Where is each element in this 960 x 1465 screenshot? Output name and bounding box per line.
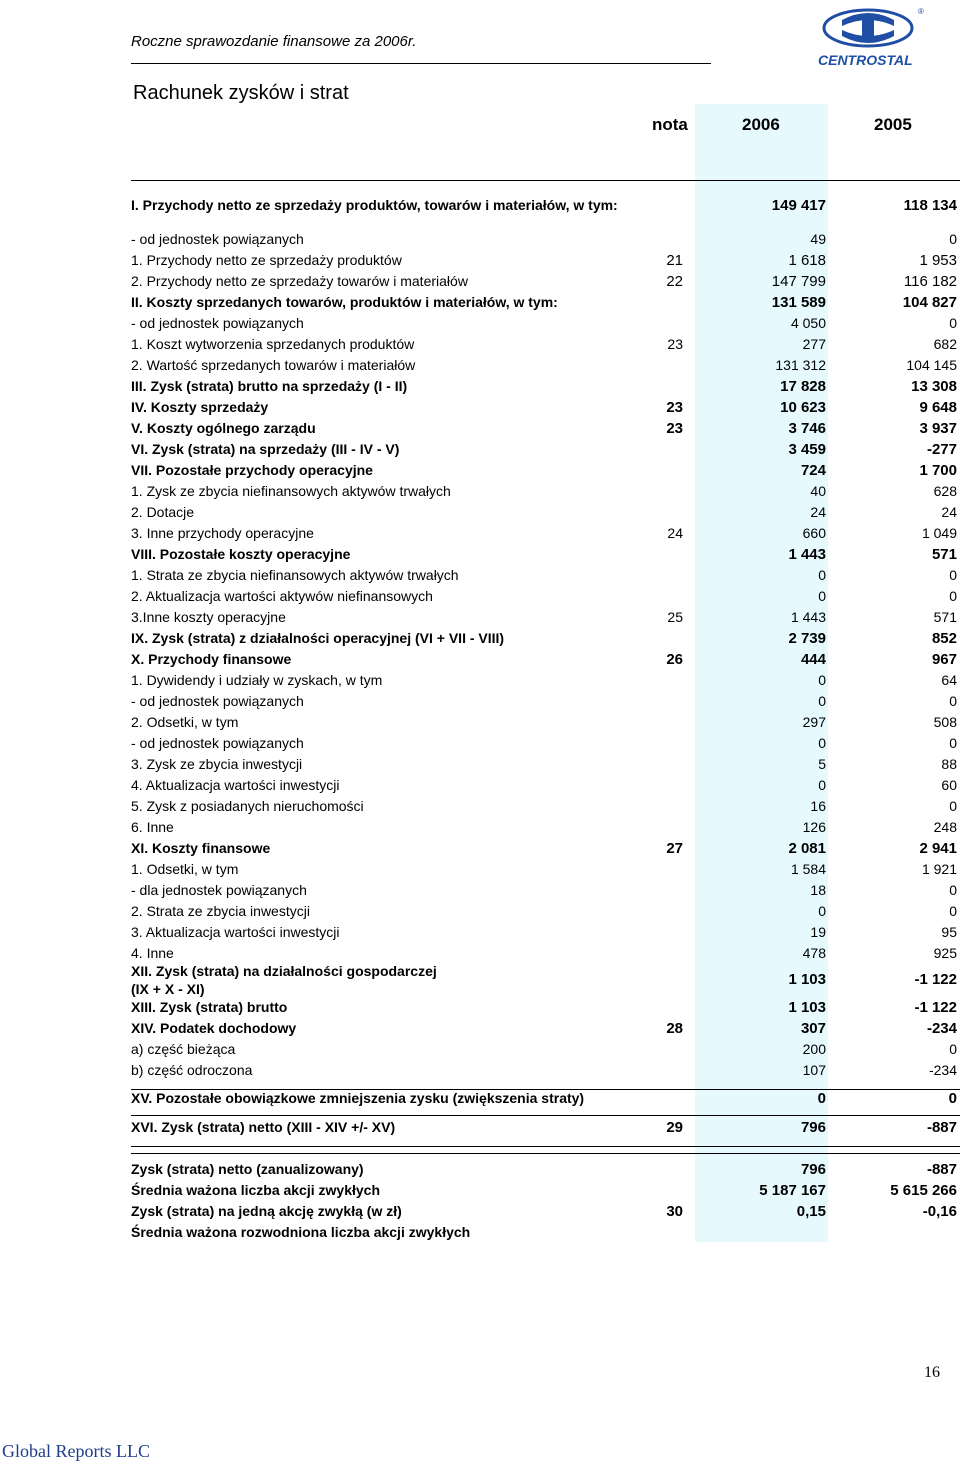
row-label-line: - dla jednostek powiązanych: [131, 882, 307, 898]
row-label: [131, 840, 270, 856]
row-value-2005: 508: [933, 714, 957, 730]
row-value-2006: 2 739: [788, 630, 826, 647]
row-label-line: 3. Inne przychody operacyjne: [131, 525, 314, 541]
row-value-2006: 3 746: [788, 420, 826, 437]
col-head-nota: nota: [652, 115, 688, 134]
footer-credit: Global Reports LLC: [2, 1441, 150, 1461]
row-label: [131, 273, 468, 289]
col-head-2006: 2006: [742, 115, 780, 134]
row-value-2005: 571: [931, 546, 957, 563]
row-label-line: 1. Zysk ze zbycia niefinansowych aktywów trwałych: [131, 483, 451, 499]
row-value-2006: 1 584: [790, 861, 826, 877]
row-value-2005: 60: [941, 777, 957, 793]
row-label: [131, 714, 238, 730]
row-label-line: VII. Pozostałe przychody operacyjne: [131, 462, 373, 478]
row-value-2005: 0: [949, 882, 957, 898]
row-label-line: 2. Dotacje: [131, 504, 195, 520]
row-value-2006: 5 187 167: [759, 1182, 826, 1199]
row-label: [131, 693, 304, 709]
row-label: [131, 420, 316, 436]
row-label-line: Średnia ważona rozwodniona liczba akcji zwykłych: [131, 1224, 471, 1240]
row-value-2005: -887: [926, 1119, 957, 1136]
row-value-2005: 682: [933, 336, 957, 352]
row-label: [131, 672, 382, 688]
row-label: [131, 651, 291, 667]
row-label: [131, 1203, 402, 1219]
row-value-2006: 17 828: [780, 378, 826, 395]
row-label-line: Zysk (strata) na jedną akcję zwykłą (w zł): [131, 1203, 402, 1219]
row-value-2006: 18: [810, 882, 826, 898]
row-label-line: - od jednostek powiązanych: [131, 735, 304, 751]
row-label-line: VIII. Pozostałe koszty operacyjne: [131, 546, 351, 562]
row-label: [131, 924, 340, 940]
row-label: [131, 525, 314, 541]
row-value-2006: 16: [810, 798, 826, 814]
row-value-2005: 0: [949, 735, 957, 751]
row-value-2005: 9 648: [919, 399, 957, 416]
row-value-2006: 1 443: [790, 609, 826, 625]
row-label-line: XIII. Zysk (strata) brutto: [131, 999, 288, 1015]
row-value-2006: 131 312: [775, 357, 826, 373]
row-label-line: IV. Koszty sprzedaży: [131, 399, 269, 415]
row-value-2005: 1 953: [919, 252, 957, 269]
row-value-2006: 200: [802, 1041, 826, 1057]
row-value-2005: 925: [933, 945, 957, 961]
row-label-line: 4. Aktualizacja wartości inwestycji: [131, 777, 340, 793]
row-value-2005: 0: [949, 903, 957, 919]
separator-3: [131, 1146, 960, 1147]
row-value-2006: 796: [800, 1119, 826, 1136]
row-label: [131, 630, 504, 646]
row-value-2005: -1 122: [914, 999, 957, 1016]
logo-text: CENTROSTAL: [818, 52, 913, 68]
row-value-2006: 3 459: [788, 441, 826, 458]
row-label: [131, 999, 287, 1015]
row-label-line: II. Koszty sprzedanych towarów, produktów i materiałów, w tym:: [131, 294, 558, 310]
logo-registered-mark: ®: [918, 7, 924, 16]
row-label-line: - od jednostek powiązanych: [131, 315, 304, 331]
row-label: [131, 756, 302, 772]
page-number: 16: [924, 1364, 940, 1381]
row-value-2005: 95: [941, 924, 957, 940]
row-value-2006: 478: [802, 945, 826, 961]
row-label: [131, 1062, 252, 1078]
row-value-2005: 0: [949, 798, 957, 814]
centrostal-logo: [812, 2, 930, 70]
row-label-line: 3. Zysk ze zbycia inwestycji: [131, 756, 303, 772]
row-value-2006: 724: [800, 462, 826, 479]
separator-4: [131, 1153, 960, 1154]
row-label-line: - od jednostek powiązanych: [131, 231, 304, 247]
row-label: [131, 1041, 235, 1057]
row-label: [131, 197, 618, 213]
row-nota: 30: [666, 1203, 683, 1220]
row-label: [131, 1090, 584, 1106]
row-label: [131, 962, 437, 998]
row-nota: 26: [666, 651, 683, 668]
row-nota: 21: [666, 252, 683, 269]
separator-1: [131, 1089, 960, 1090]
row-nota: 23: [666, 399, 683, 416]
row-nota: 22: [666, 273, 683, 290]
row-label: [131, 231, 304, 247]
row-label-line: Średnia ważona liczba akcji zwykłych: [131, 1182, 380, 1198]
row-value-2006: 107: [802, 1062, 826, 1078]
row-label-line: 2. Aktualizacja wartości aktywów niefinansowych: [131, 588, 433, 604]
row-label-line: IX. Zysk (strata) z działalności operacyjnej (VI + VII - VIII): [131, 630, 505, 646]
row-value-2005: 2 941: [919, 840, 957, 857]
row-value-2006: 126: [802, 819, 826, 835]
row-value-2006: 1 618: [788, 252, 826, 269]
row-label-line: 1. Odsetki, w tym: [131, 861, 239, 877]
row-label: [131, 546, 350, 562]
row-value-2005: 24: [941, 504, 957, 520]
row-nota: 29: [666, 1119, 683, 1136]
row-nota: 23: [666, 420, 683, 437]
row-label: [131, 378, 407, 394]
row-label-line: b) część odroczona: [131, 1062, 253, 1078]
row-nota: 23: [667, 336, 683, 352]
row-value-2005: -0,16: [922, 1203, 957, 1220]
row-label-line: X. Przychody finansowe: [131, 651, 292, 667]
row-label: [131, 588, 433, 604]
row-label-line: 4. Inne: [131, 945, 174, 961]
row-value-2005: -1 122: [914, 971, 957, 988]
row-label: [131, 252, 402, 268]
row-label-line: III. Zysk (strata) brutto na sprzedaży (I - II): [131, 378, 408, 394]
row-value-2005: 1 921: [921, 861, 957, 877]
row-value-2006: 1 443: [788, 546, 826, 563]
row-value-2006: 1 103: [788, 999, 826, 1016]
row-nota: 25: [667, 609, 683, 625]
row-value-2005: 248: [933, 819, 957, 835]
row-label: [131, 441, 399, 457]
row-label-line: (IX + X - XI): [131, 981, 205, 997]
row-value-2005: 0: [949, 567, 957, 583]
row-value-2005: -234: [926, 1020, 957, 1037]
row-label-line: 2. Przychody netto ze sprzedaży towarów i materiałów: [131, 273, 468, 289]
row-value-2005: 0: [948, 1090, 957, 1107]
header-rule: [131, 63, 711, 64]
row-nota: 27: [666, 840, 683, 857]
row-label-line: Zysk (strata) netto (zanualizowany): [131, 1161, 364, 1177]
row-label-line: VI. Zysk (strata) na sprzedaży (III - IV - V): [131, 441, 400, 457]
row-label-line: 3. Aktualizacja wartości inwestycji: [131, 924, 340, 940]
row-value-2005: 104 827: [902, 294, 957, 311]
header-bottom-rule: [131, 180, 960, 181]
row-label: [131, 861, 238, 877]
row-label-line: 2. Wartość sprzedanych towarów i materiałów: [131, 357, 416, 373]
row-nota: 28: [666, 1020, 683, 1037]
row-label: [131, 1161, 364, 1177]
row-value-2005: 13 308: [911, 378, 957, 395]
row-label-line: 2. Odsetki, w tym: [131, 714, 239, 730]
row-value-2005: 118 134: [903, 197, 957, 214]
row-label-line: 1. Przychody netto ze sprzedaży produktów: [131, 252, 402, 268]
row-value-2006: 0: [818, 672, 826, 688]
row-nota: 24: [667, 525, 683, 541]
row-value-2006: 277: [802, 336, 826, 352]
row-value-2006: 0: [818, 735, 826, 751]
row-value-2006: 40: [810, 483, 826, 499]
row-value-2005: -887: [926, 1161, 957, 1178]
row-label: [131, 609, 286, 625]
row-value-2006: 0: [818, 777, 826, 793]
row-value-2006: 2 081: [788, 840, 826, 857]
row-label: [131, 462, 373, 478]
row-value-2005: 628: [933, 483, 957, 499]
row-value-2006: 444: [800, 651, 826, 668]
row-value-2005: 0: [949, 588, 957, 604]
row-value-2005: 5 615 266: [890, 1182, 957, 1199]
row-value-2006: 10 623: [780, 399, 826, 416]
row-value-2005: 104 145: [906, 357, 957, 373]
row-value-2006: 0: [818, 693, 826, 709]
row-value-2006: 49: [810, 231, 826, 247]
row-value-2005: 116 182: [903, 273, 957, 290]
row-value-2005: 3 937: [919, 420, 957, 437]
row-value-2006: 796: [800, 1161, 826, 1178]
row-value-2005: 967: [931, 651, 957, 668]
row-value-2006: 0: [818, 903, 826, 919]
row-label-line: 1. Koszt wytworzenia sprzedanych produktów: [131, 336, 415, 352]
row-value-2006: 307: [800, 1020, 826, 1037]
row-label: [131, 882, 307, 898]
row-value-2006: 660: [802, 525, 826, 541]
row-label-line: 5. Zysk z posiadanych nieruchomości: [131, 798, 364, 814]
row-value-2005: 571: [933, 609, 957, 625]
header-subtitle: Roczne sprawozdanie finansowe za 2006r.: [131, 33, 417, 50]
row-label-line: V. Koszty ogólnego zarządu: [131, 420, 316, 436]
row-value-2006: 1 103: [788, 971, 826, 988]
row-label: [131, 294, 558, 310]
row-label: [131, 1020, 296, 1036]
row-label-line: a) część bieżąca: [131, 1041, 236, 1057]
row-value-2006: 0: [818, 567, 826, 583]
row-value-2005: 0: [949, 693, 957, 709]
row-label-line: XV. Pozostałe obowiązkowe zmniejszenia zysku (zwiększenia straty): [131, 1090, 585, 1106]
row-label: [131, 1182, 380, 1198]
row-value-2006: 0: [817, 1090, 826, 1107]
row-value-2005: 64: [941, 672, 957, 688]
row-value-2006: 297: [802, 714, 826, 730]
row-label: [131, 735, 304, 751]
col-head-2005: 2005: [874, 115, 912, 134]
row-label: [131, 357, 415, 373]
row-value-2005: 0: [949, 1041, 957, 1057]
row-value-2005: -277: [926, 441, 957, 458]
row-label-line: - od jednostek powiązanych: [131, 693, 304, 709]
row-value-2005: 852: [931, 630, 957, 647]
row-label: [131, 336, 414, 352]
row-label-line: I. Przychody netto ze sprzedaży produktów, towarów i materiałów, w tym:: [131, 197, 618, 213]
row-value-2006: 149 417: [771, 197, 826, 214]
row-label: [131, 819, 174, 835]
row-value-2005: 88: [941, 756, 957, 772]
row-value-2006: 0,15: [796, 1203, 826, 1220]
row-label: [131, 399, 268, 415]
row-label-line: 1. Strata ze zbycia niefinansowych aktywów trwałych: [131, 567, 459, 583]
row-label-line: 1. Dywidendy i udziały w zyskach, w tym: [131, 672, 383, 688]
row-label-line: 2. Strata ze zbycia inwestycji: [131, 903, 310, 919]
row-label: [131, 504, 194, 520]
row-label: [131, 777, 340, 793]
row-label-line: XIV. Podatek dochodowy: [131, 1020, 297, 1036]
row-value-2005: 0: [949, 315, 957, 331]
row-value-2005: -234: [928, 1062, 957, 1078]
row-value-2006: 24: [810, 504, 826, 520]
row-label: [131, 1224, 470, 1240]
row-value-2006: 147 799: [771, 273, 826, 290]
row-label: [131, 903, 310, 919]
row-value-2006: 4 050: [790, 315, 826, 331]
row-label: [131, 1119, 395, 1135]
row-label: [131, 483, 451, 499]
row-value-2005: 1 700: [919, 462, 957, 479]
row-label: [131, 315, 304, 331]
row-value-2005: 1 049: [921, 525, 957, 541]
row-value-2005: 0: [949, 231, 957, 247]
row-label: [131, 567, 459, 583]
separator-2: [131, 1115, 960, 1116]
row-value-2006: 19: [810, 924, 826, 940]
row-label-line: XI. Koszty finansowe: [131, 840, 271, 856]
row-label: [131, 798, 364, 814]
row-value-2006: 131 589: [771, 294, 826, 311]
row-label-line: 6. Inne: [131, 819, 174, 835]
row-value-2006: 0: [818, 588, 826, 604]
row-value-2006: 5: [818, 756, 826, 772]
row-label: [131, 945, 174, 961]
row-label-line: XVI. Zysk (strata) netto (XIII - XIV +/- XV): [131, 1119, 396, 1135]
row-label-line: 3.Inne koszty operacyjne: [131, 609, 286, 625]
page-title: Rachunek zysków i strat: [133, 82, 349, 104]
row-label-line: XII. Zysk (strata) na działalności gospodarczej: [131, 963, 437, 979]
